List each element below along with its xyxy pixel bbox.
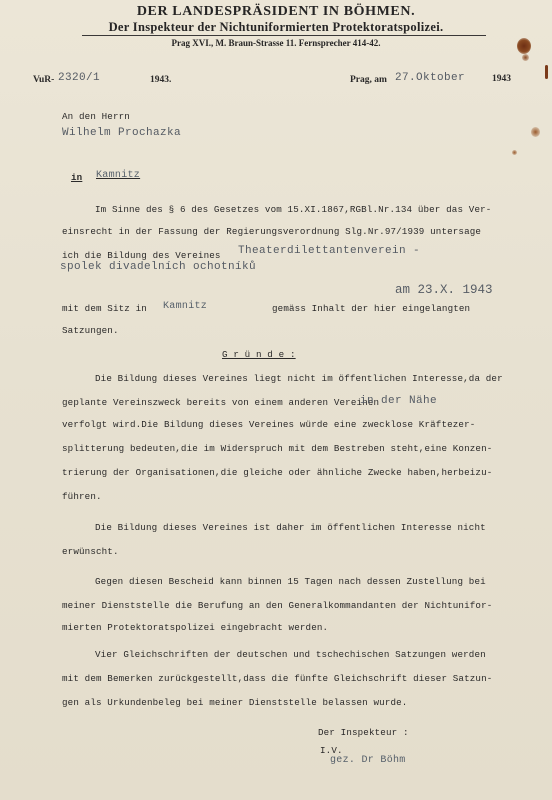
letterhead-address: Prag XVI., M. Braun-Strasse 11. Fernsprecher 414-42. — [171, 38, 381, 48]
ink-stain — [531, 127, 540, 137]
ink-stain — [545, 65, 548, 79]
salutation: An den Herrn — [62, 111, 130, 122]
body-line: geplante Vereinszweck bereits von einem anderen Vereinen — [62, 397, 380, 408]
body-line: verfolgt wird.Die Bildung dieses Vereines würde eine zwecklose Kräftezer- — [62, 419, 476, 430]
letterhead-subtitle: Der Inspekteur der Nichtuniformierten Protektoratspolizei. — [108, 20, 444, 34]
ink-stain — [522, 54, 529, 61]
body-line: Im Sinne des § 6 des Gesetzes vom 15.XI.1867,RGBl.Nr.134 über das Ver- — [95, 204, 492, 215]
reasons-heading: G r ü n d e : — [222, 349, 296, 360]
body-line: mierten Protektoratspolizei eingebracht werden. — [62, 622, 329, 633]
body-line: ich die Bildung des Vereines — [62, 250, 221, 261]
body-line: führen. — [62, 491, 102, 502]
body-line: einsrecht in der Fassung der Regierungsverordnung Slg.Nr.97/1939 untersage — [62, 226, 482, 237]
body-line: mit dem Bemerken zurückgestellt,dass die fünfte Gleichschrift dieser Satzun- — [62, 673, 493, 684]
body-line: trierung der Organisationen,die gleiche oder ähnliche Zwecke haben,herbeizu- — [62, 467, 493, 478]
letterhead-rule — [82, 35, 486, 36]
recipient-place: Kamnitz — [96, 170, 141, 181]
association-name-cz: spolek divadelních ochotníků — [60, 261, 257, 273]
signature-role: Der Inspekteur : — [318, 727, 409, 738]
body-line: gen als Urkundenbeleg bei meiner Dienststelle belassen wurde. — [62, 697, 408, 708]
reference-number: 2320/1 — [58, 72, 101, 84]
body-line: gemäss Inhalt der hier eingelangten — [272, 303, 471, 314]
reference-prefix: VuR- — [33, 75, 55, 85]
reference-year: 1943. — [150, 75, 172, 85]
recipient-place-prefix: in — [71, 172, 83, 183]
body-line: Die Bildung dieses Vereines ist daher im öffentlichen Interesse nicht — [95, 522, 486, 533]
association-seat: Kamnitz — [163, 301, 208, 312]
body-line: mit dem Sitz in — [62, 303, 147, 314]
handwritten-insert: in der Nähe — [360, 395, 438, 407]
body-line: Vier Gleichschriften der deutschen und tschechischen Satzungen werden — [95, 649, 486, 660]
letterhead-title: DER LANDESPRÄSIDENT IN BÖHMEN. — [136, 4, 416, 19]
body-line: Satzungen. — [62, 325, 119, 336]
body-line: Gegen diesen Bescheid kann binnen 15 Tagen nach dessen Zustellung bei — [95, 576, 486, 587]
ink-stain — [512, 150, 517, 155]
letter-date: 27.Oktober — [395, 72, 466, 84]
body-line: Die Bildung dieses Vereines liegt nicht im öffentlichen Interesse,da der — [95, 373, 503, 384]
letter-year: 1943 — [492, 74, 511, 84]
recipient-name: Wilhelm Prochazka — [62, 127, 182, 139]
body-line: erwünscht. — [62, 546, 119, 557]
place-date-prefix: Prag, am — [350, 75, 387, 85]
body-line: meiner Dienststelle die Berufung an den Generalkommandanten der Nichtunifor- — [62, 600, 493, 611]
association-name-de: Theaterdilettantenverein - — [238, 245, 421, 257]
signature-iv: I.V. — [320, 745, 343, 756]
submitted-date: am 23.X. 1943 — [395, 283, 493, 297]
signature-signed: gez. Dr Böhm — [330, 755, 406, 766]
body-line: splitterung bedeuten,die im Widerspruch mit dem Bestreben steht,eine Konzen- — [62, 443, 493, 454]
